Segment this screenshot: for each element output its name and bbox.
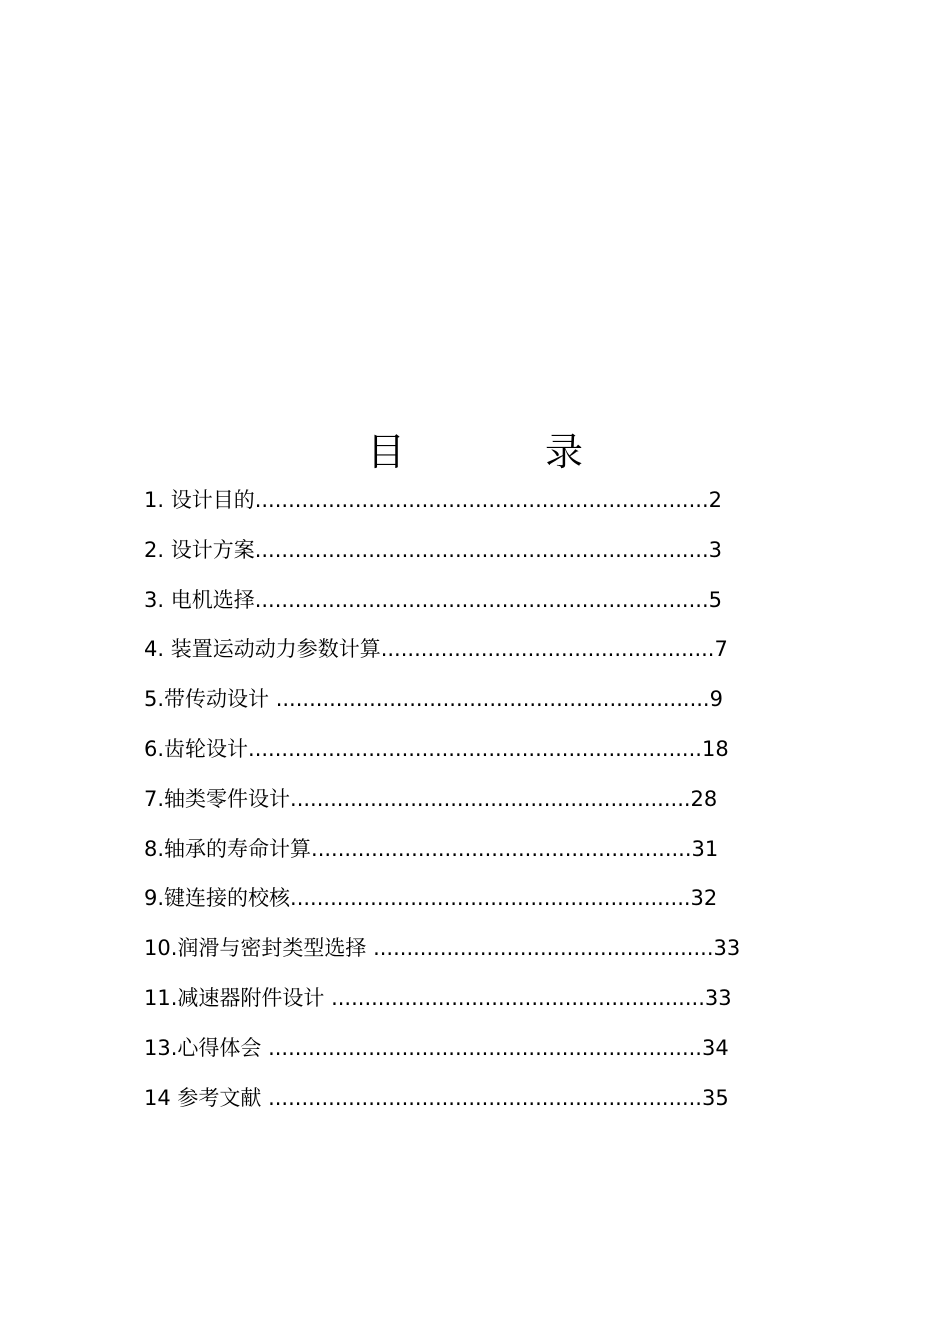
toc-entry: 1. 设计目的....................................................................2 — [144, 488, 722, 512]
toc-entry: 3. 电机选择....................................................................5 — [144, 587, 722, 612]
toc-title: 目 录 — [366, 430, 648, 474]
toc-entry: 11.减速器附件设计 ........................................................33 — [144, 985, 732, 1010]
toc-entry: 13.心得体会 .................................................................34 — [144, 1035, 729, 1060]
toc-entry: 5.带传动设计 .................................................................9 — [144, 687, 723, 712]
toc-entry: 9.键连接的校核............................................................32 — [144, 886, 718, 911]
toc-list — [144, 486, 740, 1133]
toc-entry: 4. 装置运动动力参数计算..................................................7 — [144, 637, 728, 662]
toc-entry: 7.轴类零件设计............................................................28 — [144, 786, 718, 811]
toc-entry: 6.齿轮设计....................................................................18 — [144, 736, 729, 761]
toc-entry: 14 参考文献 .................................................................35 — [144, 1085, 729, 1110]
toc-entry: 10.润滑与密封类型选择 ...................................................33 — [144, 936, 741, 961]
toc-entry: 2. 设计方案....................................................................3 — [144, 537, 722, 562]
toc-entry: 8.轴承的寿命计算.........................................................31 — [144, 836, 719, 861]
